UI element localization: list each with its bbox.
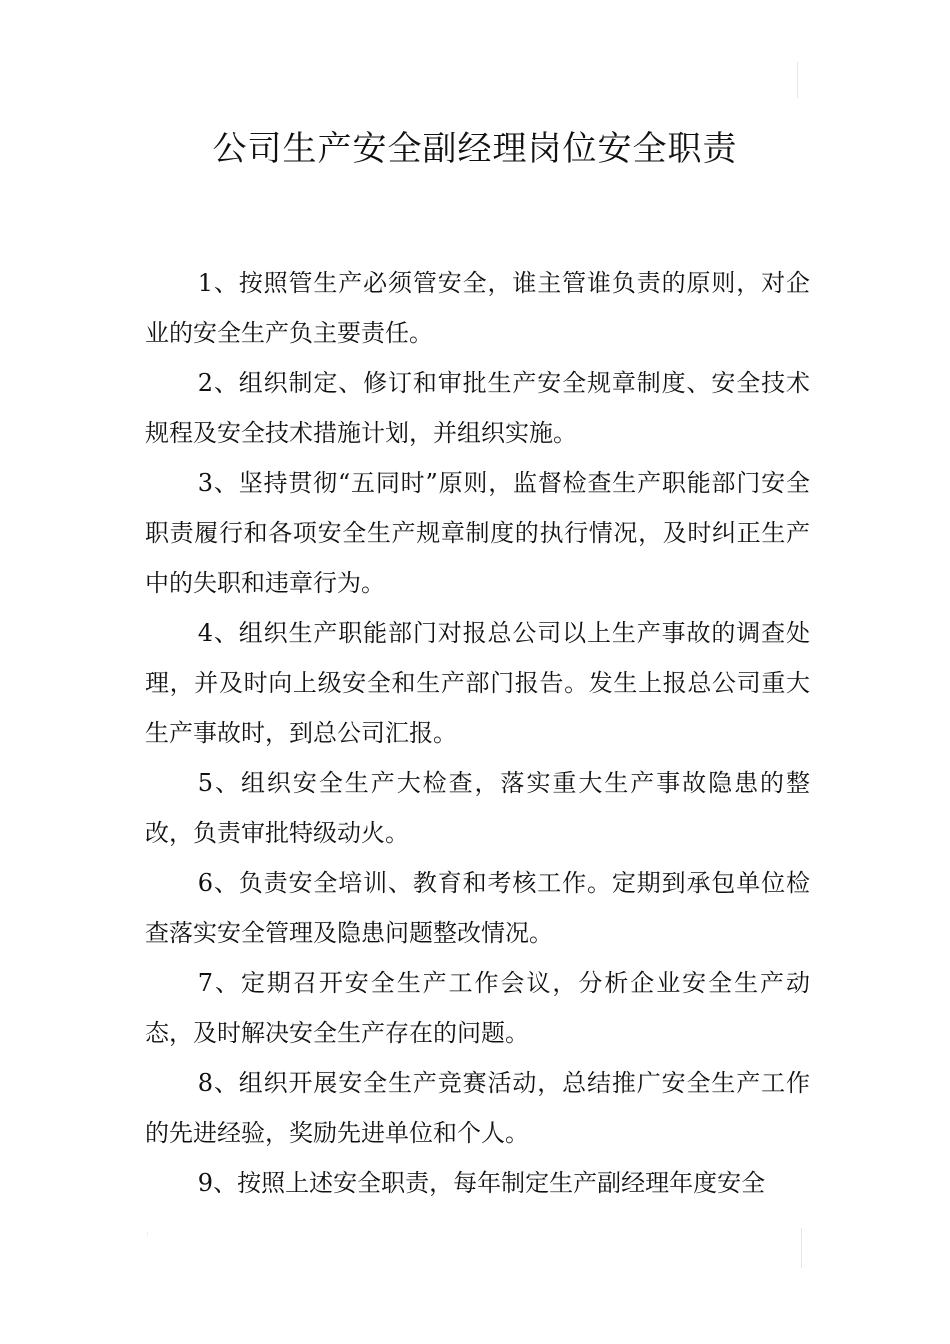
duty-paragraph-8: 8、组织开展安全生产竞赛活动，总结推广安全生产工作的先进经验，奖励先进单位和个人。 [145, 1069, 810, 1147]
document-body [145, 258, 810, 1208]
duty-paragraph-7: 7、定期召开安全生产工作会议，分析企业安全生产动态，及时解决安全生产存在的问题。 [145, 969, 810, 1047]
duty-paragraph-5: 5、组织安全生产大检查，落实重大生产事故隐患的整改，负责审批特级动火。 [145, 769, 810, 847]
duty-paragraph-1: 1、按照管生产必须管安全，谁主管谁负责的原则，对企业的安全生产负主要责任。 [145, 269, 810, 347]
duty-paragraph-2: 2、组织制定、修订和审批生产安全规章制度、安全技术规程及安全技术措施计划，并组织实施。 [145, 369, 810, 447]
duty-paragraph-9: 9、按照上述安全职责，每年制定生产副经理年度安全 [197, 1169, 766, 1197]
document-title: 公司生产安全副经理岗位安全职责 [212, 128, 738, 169]
duty-paragraph-3: 3、坚持贯彻“五同时”原则，监督检查生产职能部门安全职责履行和各项安全生产规章制度的执行情况，及时纠正生产中的失职和违章行为。 [145, 469, 810, 597]
duty-paragraph-4: 4、组织生产职能部门对报总公司以上生产事故的调查处理，并及时向上级安全和生产部门报告。发生上报总公司重大生产事故时，到总公司汇报。 [145, 619, 810, 747]
duty-paragraph-6: 6、负责安全培训、教育和考核工作。定期到承包单位检查落实安全管理及隐患问题整改情况。 [145, 869, 810, 947]
page-corner-mark [147, 1232, 148, 1236]
page-corner-mark [797, 62, 798, 98]
page-corner-mark [801, 1228, 802, 1268]
